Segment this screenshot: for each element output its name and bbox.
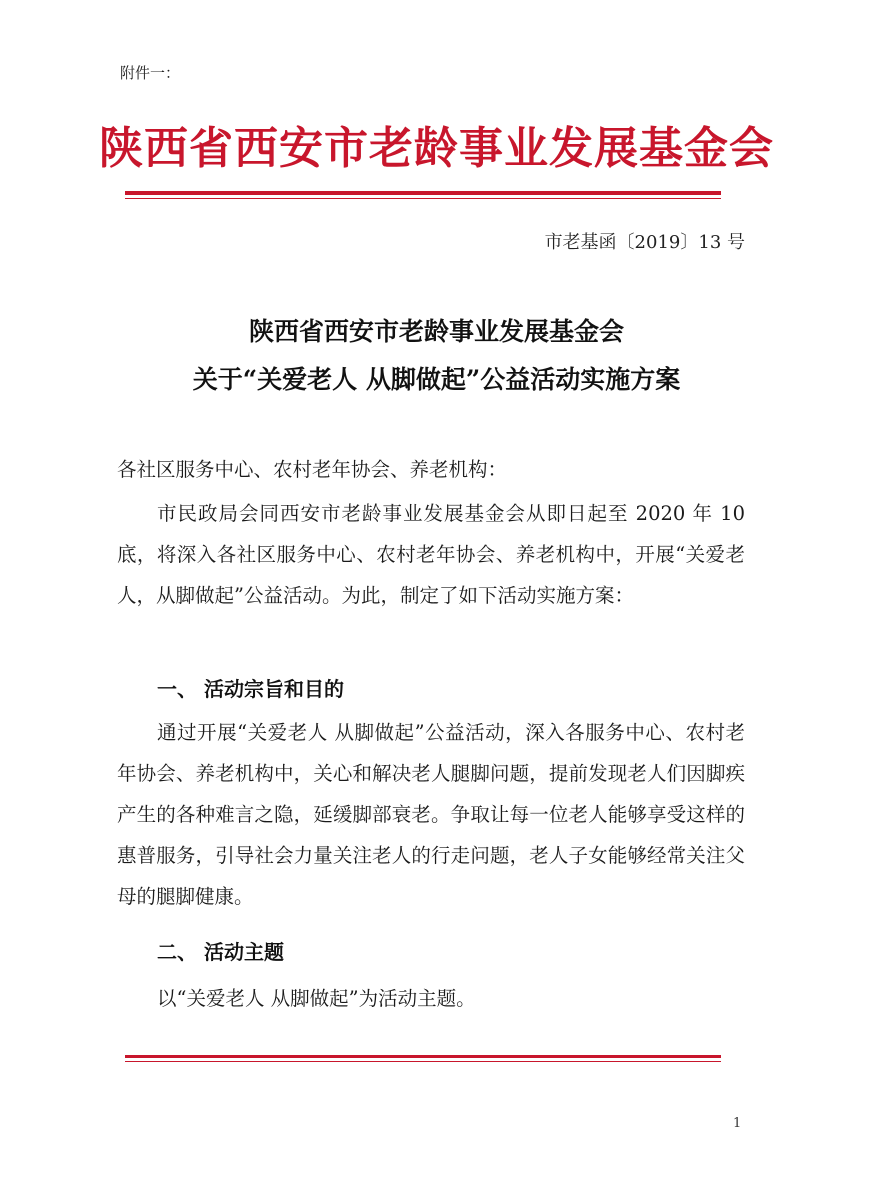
organization-letterhead-title: 陕西省西安市老龄事业发展基金会 — [99, 123, 774, 174]
letterhead-divider-thin — [125, 198, 721, 199]
footer-divider-thin — [125, 1061, 721, 1062]
intro-paragraph: 市民政局会同西安市老龄事业发展基金会从即日起至 2020 年 10 底，将深入各社区服务中心、农村老年协会、养老机构中，开展“关爱老人，从脚做起”公益活动。为此，制定了如下活动实施方案： — [117, 502, 745, 607]
salutation: 各社区服务中心、农村老年协会、养老机构： — [117, 458, 508, 481]
document-title-line1: 陕西省西安市老龄事业发展基金会 — [248, 317, 624, 346]
section2-heading: 二、 活动主题 — [157, 940, 284, 964]
section1-paragraph: 通过开展“关爱老人 从脚做起”公益活动，深入各服务中心、农村老年协会、养老机构中，关心和解决老人腿脚问题，提前发现老人们因脚疾产生的各种难言之隐，延缓脚部衰老。争取让每一位老人能够享受这样的惠普服务，引导社会力量关注老人的行走问题，老人子女能够经常关注父母的腿脚健康。 — [117, 721, 745, 908]
section1-heading: 一、 活动宗旨和目的 — [157, 677, 344, 701]
document-number: 市老基函〔2019〕13 号 — [544, 232, 745, 253]
letterhead-divider-thick — [125, 191, 721, 195]
page-number: 1 — [733, 1116, 742, 1131]
document-title-line2: 关于“关爱老人 从脚做起”公益活动实施方案 — [192, 365, 681, 394]
footer-divider-thick — [125, 1055, 721, 1058]
section2-paragraph: 以“关爱老人 从脚做起”为活动主题。 — [157, 987, 476, 1010]
attachment-label: 附件一： — [120, 64, 181, 82]
